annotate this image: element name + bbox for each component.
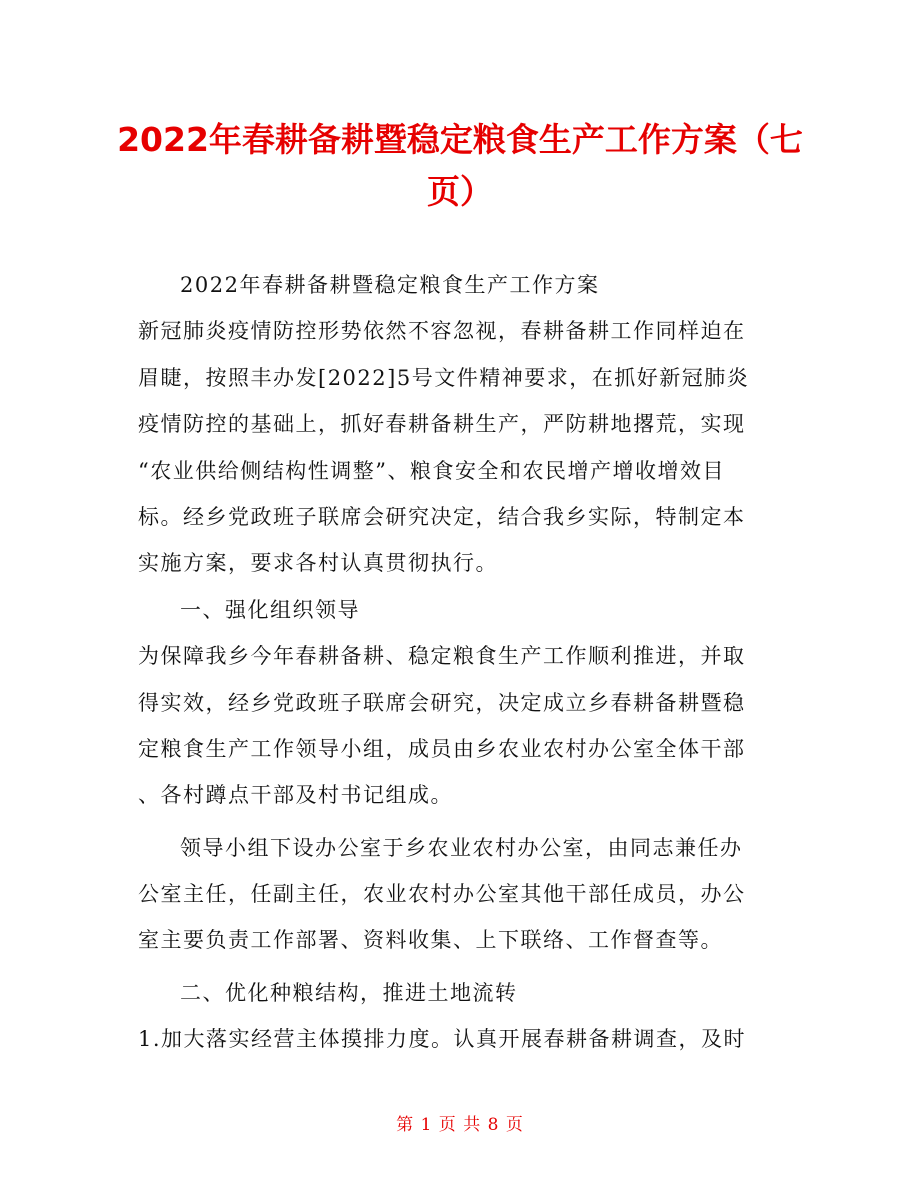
body-line: 新冠肺炎疫情防控形势依然不容忽视，春耕备耕工作同样迫在 <box>138 319 746 344</box>
document-body <box>138 262 788 1063</box>
page-footer: 第 1 页 共 8 页 <box>396 1115 524 1135</box>
body-line: 室主要负责工作部署、资料收集、上下联络、工作督查等。 <box>138 928 723 953</box>
document-title-line-2: 页） <box>427 172 493 211</box>
body-line: 实施方案，要求各村认真贯彻执行。 <box>138 551 498 576</box>
body-line: 得实效，经乡党政班子联席会研究，决定成立乡春耕备耕暨稳 <box>138 690 746 715</box>
body-line: 定粮食生产工作领导小组，成员由乡农业农村办公室全体干部 <box>138 736 746 761</box>
body-line: 、各村蹲点干部及村书记组成。 <box>138 783 453 808</box>
body-line: 为保障我乡今年春耕备耕、稳定粮食生产工作顺利推进，并取 <box>138 644 746 669</box>
body-line: 标。经乡党政班子联席会研究决定，结合我乡实际，特制定本 <box>138 504 746 529</box>
document-title-line-1: 2022年春耕备耕暨稳定粮食生产工作方案（七 <box>117 120 803 159</box>
section-heading-2: 二、优化种粮结构，推进土地流转 <box>180 980 518 1005</box>
body-line: 公室主任，任副主任，农业农村办公室其他干部任成员，办公 <box>138 882 746 907</box>
body-line: 眉睫，按照丰办发[2022]5号文件精神要求，在抓好新冠肺炎 <box>138 365 750 390</box>
body-line: 1.加大落实经营主体摸排力度。认真开展春耕备耕调查，及时 <box>138 1027 747 1052</box>
subtitle-paragraph: 2022年春耕备耕暨稳定粮食生产工作方案 <box>180 273 600 297</box>
section-heading-1: 一、强化组织领导 <box>180 597 360 622</box>
body-line: 疫情防控的基础上，抓好春耕备耕生产，严防耕地撂荒，实现 <box>138 412 746 437</box>
body-line: “农业供给侧结构性调整”、粮食安全和农民增产增收增效目 <box>138 458 725 483</box>
body-line: 领导小组下设办公室于乡农业农村办公室，由同志兼任办 <box>180 835 743 860</box>
